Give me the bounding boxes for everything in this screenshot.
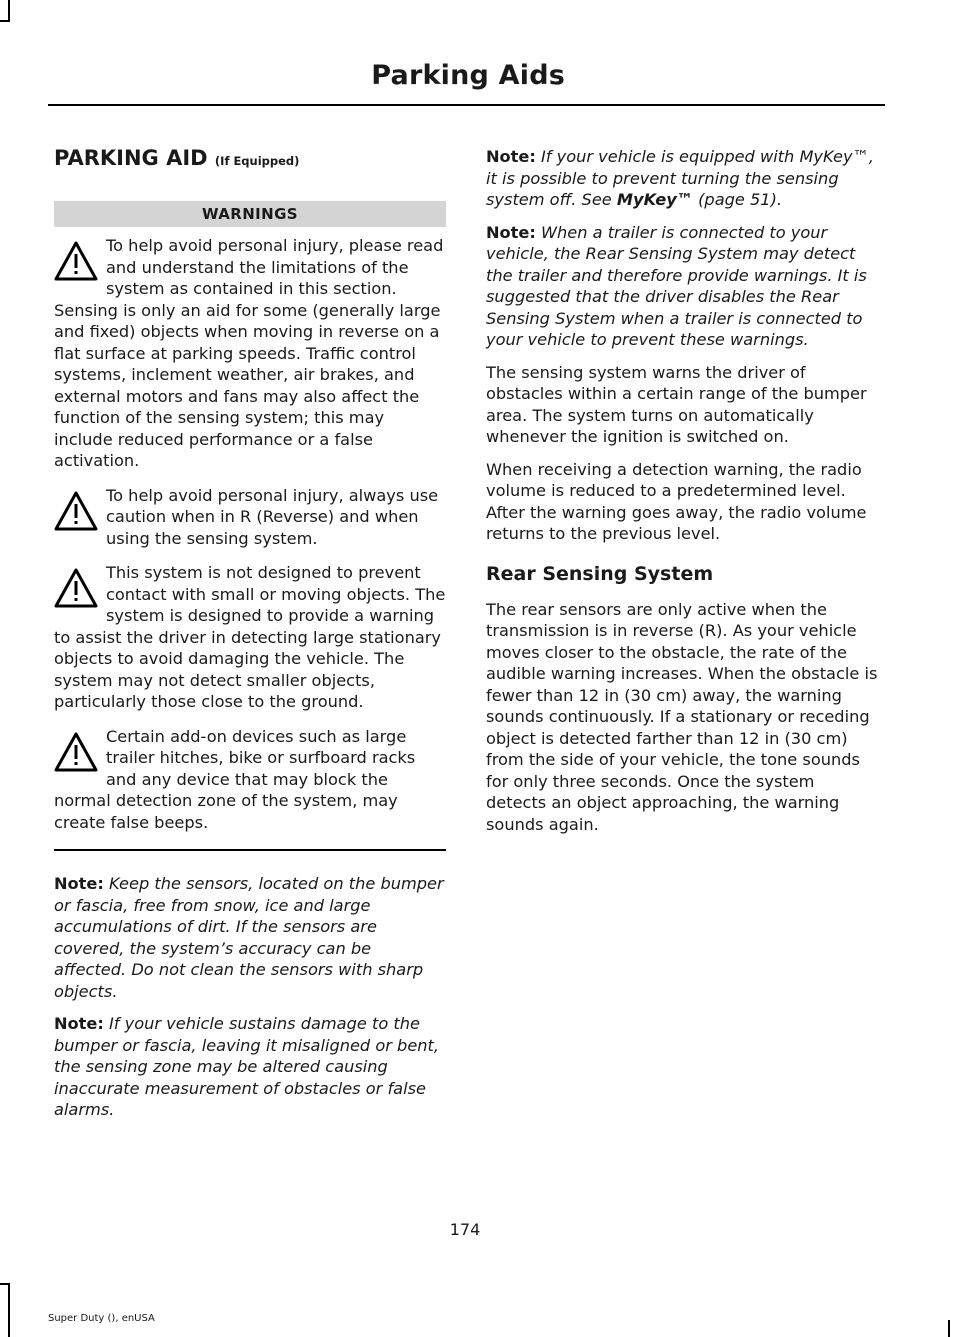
page-number: 174 xyxy=(449,1220,481,1239)
header-rule xyxy=(48,104,885,106)
warning-item xyxy=(54,562,446,713)
section-title xyxy=(54,146,446,171)
note-bumper-damage xyxy=(54,1013,446,1121)
subheading-rear-sensing: Rear Sensing System xyxy=(486,562,714,585)
warning-item xyxy=(54,485,446,550)
note-text: If your vehicle is equipped with MyKey™, it is possible to prevent turning the sensing system off. See xyxy=(486,147,874,209)
right-column xyxy=(486,146,878,846)
crop-mark xyxy=(8,1283,10,1337)
note-mykey xyxy=(486,146,878,211)
note-text: Keep the sensors, located on the bumper or fascia, free from snow, ice and large accumulations of dirt. If the sensors are covered, the system’s accuracy can be affected. Do not clean the sensors with sharp objects. xyxy=(54,874,444,1001)
note-page-ref: (page 51). xyxy=(698,190,783,209)
section-title-suffix: (If Equipped) xyxy=(214,154,300,168)
warning-triangle-icon xyxy=(54,239,106,283)
footer-doc-id: Super Duty (), enUSA xyxy=(48,1313,155,1324)
warning-text: To help avoid personal injury, always use caution when in R (Reverse) and when using the sensing system. xyxy=(106,485,439,548)
warning-text: To help avoid personal injury, please read and understand the limitations of the system as contained in this section. Sensing is only an aid for some (generally large and fixed) objects when moving in reverse on a flat surface at parking speeds. Traffic control systems, inclement weather, air brakes, and external motors and fans may also affect the function of the sensing system; this may include reduced performance or a false activation. xyxy=(54,236,444,471)
warnings-header: WARNINGS xyxy=(54,201,446,227)
note-label: Note: xyxy=(486,222,536,242)
paragraph-radio-volume: When receiving a detection warning, the radio volume is reduced to a predetermined level. After the warning goes away, the radio volume returns to the previous level. xyxy=(486,459,867,543)
note-trailer xyxy=(486,222,878,351)
crop-mark xyxy=(8,0,10,20)
note-text: When a trailer is connected to your vehicle, the Rear Sensing System may detect the trailer and therefore provide warnings. It is suggested that the driver disables the Rear Sensing System when a trailer is connected to your vehicle to prevent these warnings. xyxy=(486,222,867,349)
note-label: Note: xyxy=(486,147,536,166)
note-text: If your vehicle sustains damage to the bumper or fascia, leaving it misaligned or bent, the sensing zone may be altered causing inaccurate measurement of obstacles or false alarms. xyxy=(54,1014,440,1120)
warning-text: This system is not designed to prevent contact with small or moving objects. The system is designed to provide a warning to assist the driver in detecting large stationary objects to avoid damaging the vehicle. The system may not detect smaller objects, particularly those close to the ground. xyxy=(54,563,446,712)
section-title-main: PARKING AID xyxy=(54,146,208,170)
warning-triangle-icon xyxy=(54,489,106,533)
warning-triangle-icon xyxy=(54,566,106,610)
note-label: Note: xyxy=(54,874,104,894)
mykey-link[interactable]: MyKey™ xyxy=(616,190,693,209)
paragraph-system-overview: The sensing system warns the driver of obstacles within a certain range of the bumper area. The system turns on automatically whenever the ignition is switched on. xyxy=(486,362,867,446)
crop-mark xyxy=(948,1320,950,1337)
crop-mark xyxy=(0,1283,10,1285)
paragraph-rear-sensors: The rear sensors are only active when the transmission is in reverse (R). As your vehicle moves closer to the obstacle, the rate of the audible warning increases. When the obstacle is fewer than 12 in (30 cm) away, the warning sounds continuously. If a stationary or receding object is detected farther than 12 in (30 cm) from the side of your vehicle, the tone sounds for only three seconds. Once the system detects an object approaching, the warning sounds again. xyxy=(486,599,878,834)
warning-text: Certain add-on devices such as large trailer hitches, bike or surfboard racks and any device that may block the normal detection zone of the system, may create false beeps. xyxy=(54,726,416,832)
warning-item xyxy=(54,726,446,834)
note-label: Note: xyxy=(54,1014,104,1034)
warnings-end-rule xyxy=(54,849,446,851)
page-header-title: Parking Aids xyxy=(371,60,565,91)
left-column xyxy=(54,146,446,1132)
warning-item xyxy=(54,235,446,472)
warning-triangle-icon xyxy=(54,730,106,774)
crop-mark xyxy=(0,20,10,22)
note-sensors-clean xyxy=(54,873,446,1002)
